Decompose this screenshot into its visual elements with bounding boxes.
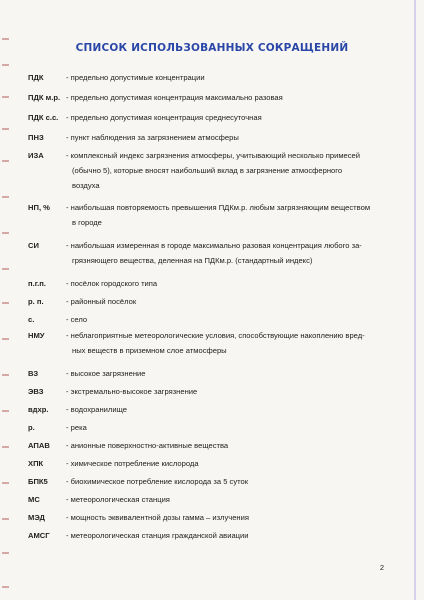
definition-line: - предельно допустимая концентрация среднесуточная (66, 113, 262, 122)
abbreviation-term: АМСГ (28, 531, 50, 540)
binding-mark (2, 232, 9, 234)
abbreviation-definition (66, 110, 386, 125)
abbreviation-definition (66, 474, 386, 489)
binding-mark (2, 160, 9, 162)
abbreviation-definition (66, 70, 386, 85)
abbreviation-term: вдхр. (28, 405, 49, 414)
abbreviation-definition (66, 294, 386, 309)
definition-line: воздуха (72, 181, 100, 190)
abbreviation-term: ПНЗ (28, 133, 44, 142)
abbreviation-term: БПК5 (28, 477, 48, 486)
definition-line: ных веществ в приземном слое атмосферы (72, 346, 227, 355)
binding-mark (2, 38, 9, 40)
abbreviation-term: ПДК (28, 73, 44, 82)
abbreviation-term: МС (28, 495, 40, 504)
abbreviation-term: п.г.п. (28, 279, 46, 288)
abbreviation-term: ЭВЗ (28, 387, 44, 396)
abbreviation-term: НП, % (28, 203, 50, 212)
abbreviation-definition (66, 492, 386, 507)
abbreviation-term: НМУ (28, 331, 45, 340)
abbreviation-term: ПДК м.р. (28, 93, 61, 102)
abbreviation-definition (66, 528, 386, 543)
binding-mark (2, 302, 9, 304)
definition-line: - предельно допустимые концентрации (66, 73, 205, 82)
abbreviation-definition (66, 90, 386, 105)
abbreviation-term: с. (28, 315, 35, 324)
definition-line: - комплексный индекс загрязнения атмосферы, учитывающий несколько примесей (66, 151, 361, 160)
abbreviation-definition (66, 276, 386, 291)
definition-line: - наибольшая повторяемость превышения ПДКм.р. любым загрязняющим веществом (66, 203, 371, 212)
abbreviation-definition (66, 402, 386, 417)
binding-mark (2, 374, 9, 376)
definition-line: - метеорологическая станция (66, 495, 170, 504)
abbreviation-definition (66, 312, 386, 327)
definition-line: - биохимическое потребление кислорода за 5 суток (66, 477, 249, 486)
abbreviation-term: р. (28, 423, 35, 432)
abbreviation-term: МЭД (28, 513, 45, 522)
binding-mark (2, 338, 9, 340)
definition-line: - посёлок городского типа (66, 279, 158, 288)
definition-line: - анионные поверхностно-активные вещества (66, 441, 229, 450)
abbreviation-definition (66, 420, 386, 435)
definition-line: - пункт наблюдения за загрязнением атмосферы (66, 133, 239, 142)
abbreviation-term: ПДК с.с. (28, 113, 59, 122)
abbreviation-definition (66, 200, 386, 230)
definition-line: - водохранилище (66, 405, 127, 414)
abbreviation-term: ВЗ (28, 369, 39, 378)
binding-mark (2, 552, 9, 554)
binding-mark (2, 268, 9, 270)
definition-line: - мощность эквивалентной дозы гамма – излучения (66, 513, 249, 522)
binding-mark (2, 410, 9, 412)
abbreviation-definition (66, 456, 386, 471)
binding-mark (2, 64, 9, 66)
definition-line: - село (66, 315, 88, 324)
binding-holes (0, 0, 12, 600)
definition-line: грязняющего вещества, деленная на ПДКм.р. (стандартный индекс) (72, 256, 313, 265)
definition-line: - экстремально-высокое загрязнение (66, 387, 198, 396)
abbreviation-term: АПАВ (28, 441, 50, 450)
definition-line: (обычно 5), которые вносят наибольший вклад в загрязнение атмосферного (72, 166, 343, 175)
binding-mark (2, 128, 9, 130)
binding-mark (2, 482, 9, 484)
abbreviation-definition (66, 366, 386, 381)
definition-line: - районный посёлок (66, 297, 137, 306)
binding-mark (2, 586, 9, 588)
definition-line: - предельно допустимая концентрация максимально разовая (66, 93, 283, 102)
abbreviation-definition (66, 130, 386, 145)
definition-line: - река (66, 423, 87, 432)
abbreviation-term: р. п. (28, 297, 44, 306)
abbreviation-definition (66, 238, 386, 268)
binding-mark (2, 96, 9, 98)
definition-line: - высокое загрязнение (66, 369, 146, 378)
definition-line: - наибольшая измеренная в городе максимально разовая концентрация любого за- (66, 241, 362, 250)
definition-line: - метеорологическая станция гражданской авиации (66, 531, 249, 540)
abbreviation-term: ИЗА (28, 151, 44, 160)
binding-mark (2, 518, 9, 520)
page-edge (414, 0, 416, 600)
definition-line: - химическое потребление кислорода (66, 459, 199, 468)
page-title: СПИСОК ИСПОЛЬЗОВАННЫХ СОКРАЩЕНИЙ (75, 42, 349, 54)
abbreviation-definition (66, 148, 386, 193)
abbreviation-definition (66, 438, 386, 453)
abbreviation-definition (66, 384, 386, 399)
abbreviation-term: СИ (28, 241, 39, 250)
abbreviation-definition (66, 328, 386, 358)
page-number: 2 (379, 563, 384, 572)
definition-line: - неблагоприятные метеорологические условия, способствующие накоплению вред- (66, 331, 365, 340)
binding-mark (2, 196, 9, 198)
binding-mark (2, 446, 9, 448)
abbreviation-definition (66, 510, 386, 525)
abbreviation-term: ХПК (28, 459, 44, 468)
definition-line: в городе (72, 218, 102, 227)
